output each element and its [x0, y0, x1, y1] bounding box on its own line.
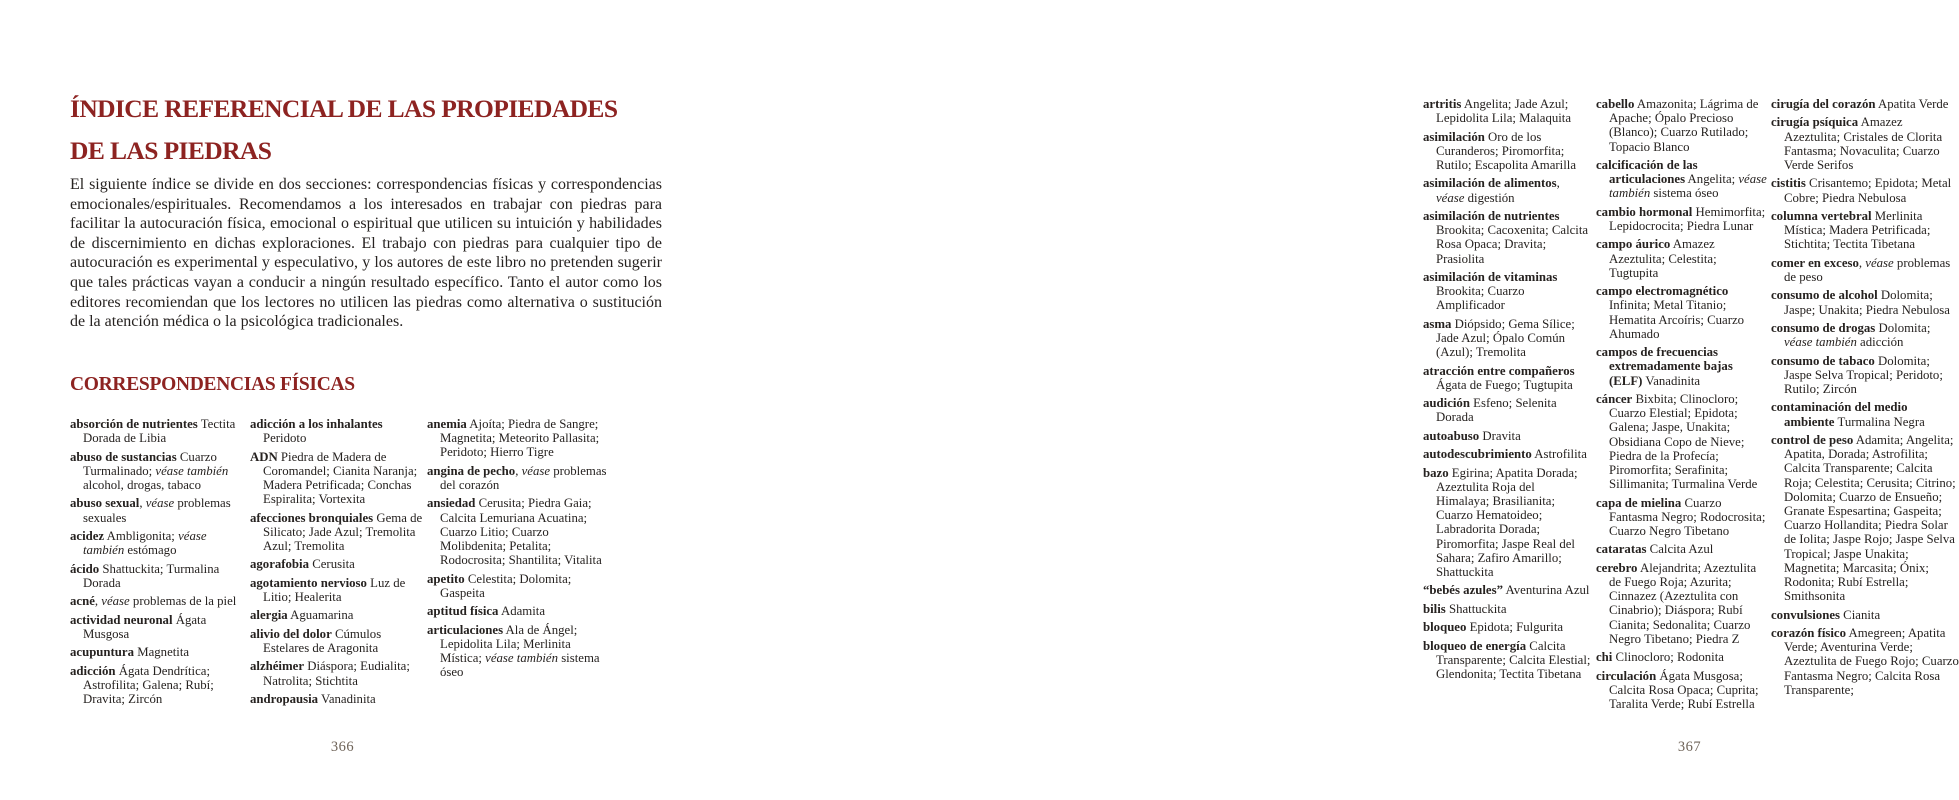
index-entry	[1596, 158, 1768, 201]
index-entry	[1771, 256, 1959, 284]
page-number-right: 367	[1677, 739, 1702, 755]
index-term: consumo de tabaco	[1771, 353, 1875, 368]
index-text: Bixbita; Clinocloro; Cuarzo Elestial; Epidota; Galena; Jaspe, Unakita; Obsidiana Copo de Nieve; Piedra de la Profecía; Piromorfita; Serafinita; Sillimanita; Turmalina Verde	[1609, 391, 1758, 492]
index-entry	[1423, 583, 1591, 597]
index-entry	[1771, 288, 1959, 316]
index-text: Magnetita	[134, 645, 190, 660]
index-term: cabello	[1596, 97, 1635, 111]
index-entry	[1423, 270, 1591, 313]
index-text: Gema de Silicato; Jade Azul; Tremolita Azul; Tremolita	[263, 510, 423, 553]
index-text: Vanadinita	[318, 691, 376, 706]
index-text: Hemimorfita; Lepidocrocita; Piedra Lunar	[1609, 204, 1766, 233]
index-text: Adamita; Angelita; Apatita, Dorada; Astrofilita; Calcita Transparente; Calcita Roja; Celestita; Cerusita; Citrino; Dolomita; Cuarzo de Ensueño; Granate Espesartina; Gaspeita; Cuarzo Hollandita; Piedra Solar de Iolita; Jaspe Rojo; Jaspe Selva Tropical; Jaspe Unakita; Magnetita; Marcasita; Ónix; Rodonita; Rubí Estrella; Smithsonita	[1784, 432, 1956, 604]
index-text: Ágata Musgosa	[83, 612, 207, 641]
index-text: véase	[1436, 190, 1465, 205]
index-text: Dravita	[1479, 428, 1521, 443]
index-text: Dolomita;	[1875, 320, 1931, 335]
index-term: autodescubrimiento	[1423, 447, 1532, 462]
index-entry	[250, 659, 426, 687]
index-term: campos de frecuencias extremadamente bajas (ELF)	[1596, 345, 1733, 388]
index-text: Crisantemo; Epidota; Metal Cobre; Piedra Nebulosa	[1784, 176, 1952, 205]
index-term: comer en exceso	[1771, 255, 1859, 270]
index-text: Merlinita Mística; Madera Petrificada; Stichtita; Tectita Tibetana	[1784, 208, 1931, 252]
index-text: ,	[94, 594, 102, 609]
index-term: angina de pecho	[427, 463, 516, 478]
index-text: Piedra de Madera de Coromandel; Cianita Naranja; Madera Petrificada; Conchas Espiralita; Vortexita	[263, 449, 418, 507]
index-text: Cuarzo Fantasma Negro; Rodocrosita; Cuarzo Negro Tibetano	[1609, 495, 1766, 538]
index-term: alivio del dolor	[250, 626, 332, 641]
index-text: ,	[515, 463, 522, 478]
index-entry	[1596, 284, 1768, 341]
index-term: aptitud física	[427, 604, 499, 619]
index-term: cataratas	[1596, 542, 1647, 557]
intro-paragraph: El siguiente índice se divide en dos secciones: correspondencias físicas y correspondencias emocionales/espirituales. Recomendamos a los interesados en trabajar con piedras para facilitar la autocuración física, emocional o espiritual que utilicen su intuición y habilidades de discernimiento en dichas exploraciones. El trabajo con piedras para cualquier tipo de autocuración es experimental y especulativo, y los autores de este libro no pretenden sugerir que tales prácticas vayan a conducir a ningún resultado específico. Tanto el autor como los editores recomiendan que los lectores no utilicen las piedras como alternativa o sustitución de la atención médica o la psicológica tradicionales.	[70, 176, 662, 331]
index-entry	[1771, 400, 1959, 428]
index-text: Luz de Litio; Healerita	[263, 575, 406, 604]
index-term: audición	[1423, 396, 1470, 411]
index-column-left-2	[250, 417, 426, 710]
index-term: asimilación de nutrientes	[1423, 208, 1560, 223]
index-entry	[1596, 542, 1768, 556]
index-text: Celestita; Dolomita; Gaspeita	[440, 571, 572, 600]
index-term: circulación	[1596, 668, 1657, 683]
index-entry	[1771, 176, 1959, 204]
index-entry	[70, 529, 246, 557]
index-text: ,	[139, 496, 146, 511]
index-text: Peridoto	[263, 431, 307, 446]
index-term: cáncer	[1596, 391, 1633, 406]
index-entry	[1423, 602, 1591, 616]
index-entry	[1771, 115, 1959, 172]
index-text: Ala de Ángel; Lepidolita Lila; Merlinita Mística;	[440, 622, 578, 665]
index-term: chi	[1596, 650, 1613, 665]
index-text: ,	[1858, 255, 1866, 270]
index-term: ácido	[70, 561, 100, 576]
index-term: alergia	[250, 608, 288, 623]
index-entry	[70, 417, 246, 445]
index-entry	[1596, 496, 1768, 539]
index-term: asma	[1423, 316, 1452, 331]
index-text: Epidota; Fulgurita	[1466, 620, 1564, 635]
index-text: Apatita Verde	[1875, 97, 1949, 111]
index-text: Cuarzo Turmalinado;	[83, 449, 217, 478]
index-term: adicción	[70, 663, 116, 678]
index-text: ,	[1556, 176, 1560, 191]
index-entry	[1771, 626, 1959, 697]
index-text: Clinocloro; Rodonita	[1612, 650, 1724, 665]
index-term: agorafobia	[250, 557, 310, 572]
index-text: Adamita	[498, 604, 546, 619]
index-term: acidez	[70, 528, 105, 543]
index-text: véase	[1865, 255, 1894, 270]
index-text: Amegreen; Apatita Verde; Aventurina Verde; Azeztulita de Fuego Rojo; Cuarzo Fantasma Negro; Calcita Rosa Transparente;	[1784, 625, 1959, 697]
index-column-right-2	[1596, 97, 1768, 715]
index-entry	[1423, 97, 1591, 125]
index-term: absorción de nutrientes	[70, 417, 198, 431]
index-text: Vanadinita	[1642, 373, 1701, 388]
index-text: Oro de los Curanderos; Piromorfita; Rutilo; Escapolita Amarilla	[1436, 129, 1577, 172]
index-text: Aventurina Azul	[1502, 583, 1590, 598]
index-text: Diáspora; Eudialita; Natrolita; Stichtita	[263, 659, 410, 688]
index-entry	[250, 450, 426, 507]
index-term: adicción a los inhalantes	[250, 417, 383, 431]
index-term: bazo	[1423, 465, 1449, 480]
index-entry	[1596, 392, 1768, 491]
index-term: cirugía psíquica	[1771, 115, 1859, 130]
index-term: andropausia	[250, 691, 319, 706]
index-entry	[1596, 561, 1768, 646]
index-term: campo electromagnético	[1596, 284, 1729, 299]
index-text: Cerusita; Piedra Gaia; Calcita Lemuriana Acuatina; Cuarzo Litio; Cuarzo Molibdenita; Petalita; Rodocrosita; Shantilita; Vitalita	[440, 496, 602, 568]
index-term: apetito	[427, 571, 465, 586]
index-entry	[70, 450, 246, 493]
index-text: Ambligonita;	[104, 528, 179, 543]
index-entry	[70, 645, 246, 659]
page-title-line-1: ÍNDICE REFERENCIAL DE LAS PROPIEDADES	[70, 94, 618, 123]
index-entry	[1596, 650, 1768, 664]
index-entry	[70, 613, 246, 641]
index-entry	[70, 496, 246, 524]
index-term: alzhéimer	[250, 659, 305, 674]
index-text: sistema óseo	[1650, 186, 1719, 201]
index-entry	[1423, 447, 1591, 461]
index-text: Amazonita; Lágrima de Apache; Ópalo Precioso (Blanco); Cuarzo Rutilado; Topacio Blanco	[1609, 97, 1759, 154]
index-term: contaminación del medio ambiente	[1771, 400, 1908, 429]
index-text: Tectita Dorada de Libia	[83, 417, 236, 446]
index-text: sistema óseo	[440, 650, 600, 680]
index-term: cerebro	[1596, 560, 1638, 575]
index-entry	[1771, 608, 1959, 622]
index-term: asimilación de alimentos	[1423, 176, 1557, 191]
index-text: Shattuckita	[1445, 601, 1507, 616]
index-entry	[1771, 321, 1959, 349]
right-page	[666, 0, 1959, 800]
index-entry	[1423, 620, 1591, 634]
page-title	[70, 88, 710, 172]
index-term: asimilación de vitaminas	[1423, 269, 1558, 284]
index-entry	[1423, 130, 1591, 173]
index-term: abuso sexual	[70, 496, 140, 511]
index-entry	[1596, 669, 1768, 712]
index-text: Amazez Azeztulita; Cristales de Clorita Fantasma; Novaculita; Cuarzo Verde Serifos	[1784, 115, 1943, 172]
index-entry	[250, 576, 426, 604]
index-entry	[1771, 97, 1959, 111]
index-text: Dolomita; Jaspe; Unakita; Piedra Nebulosa	[1784, 288, 1950, 317]
index-text: adicción	[1856, 335, 1904, 350]
left-page	[0, 0, 666, 800]
index-entry	[70, 594, 246, 608]
index-term: “bebés azules”	[1423, 583, 1503, 598]
index-term: afecciones bronquiales	[250, 510, 374, 525]
index-term: capa de mielina	[1596, 495, 1682, 510]
index-text: Brookita; Cuarzo Amplificador	[1436, 284, 1525, 313]
index-text: Ágata Musgosa; Calcita Rosa Opaca; Cuprita; Taralita Verde; Rubí Estrella	[1609, 668, 1759, 711]
index-text: véase también	[155, 463, 229, 478]
index-entry	[1771, 354, 1959, 397]
index-text: Angelita;	[1685, 172, 1739, 187]
index-text: Aguamarina	[287, 608, 354, 623]
index-term: convulsiones	[1771, 607, 1840, 622]
index-entry	[427, 417, 613, 460]
index-term: cirugía del corazón	[1771, 97, 1876, 111]
index-entry	[1596, 237, 1768, 280]
index-text: Esfeno; Selenita Dorada	[1436, 396, 1557, 425]
index-text: Calcita Transparente; Calcita Elestial; Glendonita; Tectita Tibetana	[1436, 638, 1591, 681]
index-text: Diópsido; Gema Sílice; Jade Azul; Ópalo Común (Azul); Tremolita	[1436, 316, 1575, 360]
index-entry	[1423, 317, 1591, 360]
index-entry	[427, 623, 613, 680]
index-text: véase también	[1609, 172, 1767, 201]
index-text: véase	[521, 463, 551, 478]
index-entry	[427, 572, 613, 600]
index-text: Brookita; Cacoxenita; Calcita Rosa Opaca; Dravita; Prasiolita	[1436, 223, 1589, 266]
index-column-right-1	[1423, 97, 1591, 685]
index-text: Amazez Azeztulita; Celestita; Tugtupita	[1609, 237, 1717, 280]
index-term: cambio hormonal	[1596, 204, 1693, 219]
index-entry	[1423, 429, 1591, 443]
index-entry	[250, 511, 426, 554]
index-term: actividad neuronal	[70, 612, 173, 627]
index-text: Turmalina Negra	[1834, 414, 1925, 429]
index-column-left-1	[70, 417, 246, 710]
index-term: corazón físico	[1771, 625, 1846, 640]
index-entry	[1423, 466, 1591, 580]
index-text: véase también	[1784, 335, 1857, 350]
index-text: digestión	[1464, 190, 1515, 205]
index-term: articulaciones	[427, 622, 504, 637]
index-term: columna vertebral	[1771, 208, 1872, 223]
index-term: acné	[70, 594, 95, 609]
index-entry	[70, 562, 246, 590]
index-entry	[427, 464, 613, 492]
index-entry	[1596, 205, 1768, 233]
index-term: consumo de alcohol	[1771, 288, 1878, 303]
index-entry	[250, 627, 426, 655]
index-term: bloqueo de energía	[1423, 638, 1527, 653]
index-text: problemas de peso	[1784, 255, 1951, 284]
index-term: ADN	[250, 449, 278, 464]
index-entry	[1423, 209, 1591, 266]
index-term: anemia	[427, 417, 467, 431]
index-entry	[250, 608, 426, 622]
section-heading-correspondencias-fisicas: CORRESPONDENCIAS FÍSICAS	[70, 374, 355, 395]
index-text: Calcita Azul	[1646, 542, 1714, 557]
index-entry	[250, 557, 426, 571]
index-text: problemas del corazón	[440, 463, 607, 492]
index-text: Alejandrita; Azeztulita de Fuego Roja; Azurita; Cinnazez (Azeztulita con Cinabrio); Diáspora; Rubí Cianita; Sedonalita; Cuarzo Negro Tibetano; Piedra Z	[1609, 560, 1757, 646]
index-term: bilis	[1423, 601, 1446, 616]
index-text: Ágata de Fuego; Tugtupita	[1436, 377, 1573, 392]
index-term: control de peso	[1771, 432, 1854, 447]
index-text: Cúmulos Estelares de Aragonita	[263, 626, 382, 655]
index-term: bloqueo	[1423, 620, 1467, 635]
index-text: Cianita	[1839, 607, 1881, 622]
index-term: ansiedad	[427, 496, 476, 511]
index-text: véase también	[83, 528, 207, 558]
index-term: agotamiento nervioso	[250, 575, 367, 590]
index-text: Cerusita	[309, 557, 355, 572]
index-term: abuso de sustancias	[70, 449, 177, 464]
index-column-left-3	[427, 417, 613, 684]
index-term: autoabuso	[1423, 428, 1480, 443]
index-entry	[1596, 97, 1768, 154]
index-text: problemas sexuales	[83, 496, 231, 525]
index-text: Shattuckita; Turmalina Dorada	[83, 561, 220, 590]
index-term: consumo de drogas	[1771, 320, 1876, 335]
index-term: acupuntura	[70, 645, 135, 660]
index-text: véase	[145, 496, 175, 511]
index-column-right-3	[1771, 97, 1959, 701]
index-entry	[1771, 433, 1959, 603]
index-text: alcohol, drogas, tabaco	[83, 478, 201, 492]
index-entry	[1423, 639, 1591, 682]
index-entry	[427, 496, 613, 567]
index-entry	[1423, 364, 1591, 392]
index-text: Egirina; Apatita Dorada; Azeztulita Roja del Himalaya; Brasilianita; Cuarzo Hematoideo; Labradorita Dorada; Piromorfita; Jaspe Real del Sahara; Zafiro Amarillo; Shattuckita	[1436, 465, 1578, 579]
index-text: véase	[101, 594, 130, 609]
index-text: Angelita; Jade Azul; Lepidolita Lila; Malaquita	[1436, 97, 1572, 126]
page-number-left: 366	[330, 739, 355, 755]
index-text: Infinita; Metal Titanio; Hematita Arcoíris; Cuarzo Ahumado	[1609, 298, 1745, 341]
index-entry	[1771, 209, 1959, 252]
index-term: asimilación	[1423, 129, 1485, 144]
index-text: Dolomita; Jaspe Selva Tropical; Peridoto; Rutilo; Zircón	[1784, 353, 1943, 396]
index-text: estómago	[124, 543, 177, 558]
index-entry	[427, 604, 613, 618]
index-entry	[1423, 396, 1591, 424]
index-term: cistitis	[1771, 176, 1806, 191]
index-entry	[1423, 176, 1591, 204]
index-text: problemas de la piel	[129, 594, 237, 609]
index-term: atracción entre compañeros	[1423, 363, 1575, 378]
index-text: Astrofilita	[1531, 447, 1587, 462]
index-entry	[1596, 345, 1768, 388]
index-text: Ajoíta; Piedra de Sangre; Magnetita; Meteorito Pallasita; Peridoto; Hierro Tigre	[440, 417, 600, 460]
index-text: Ágata Dendrítica; Astrofilita; Galena; Rubí; Dravita; Zircón	[83, 663, 214, 706]
index-entry	[70, 664, 246, 707]
index-text: véase también	[485, 650, 558, 665]
index-term: campo áurico	[1596, 237, 1671, 252]
index-term: artritis	[1423, 97, 1462, 111]
index-term: calcificación de las articulaciones	[1596, 158, 1698, 187]
index-entry	[250, 692, 426, 706]
page-title-line-2: DE LAS PIEDRAS	[70, 136, 272, 165]
index-entry	[250, 417, 426, 445]
